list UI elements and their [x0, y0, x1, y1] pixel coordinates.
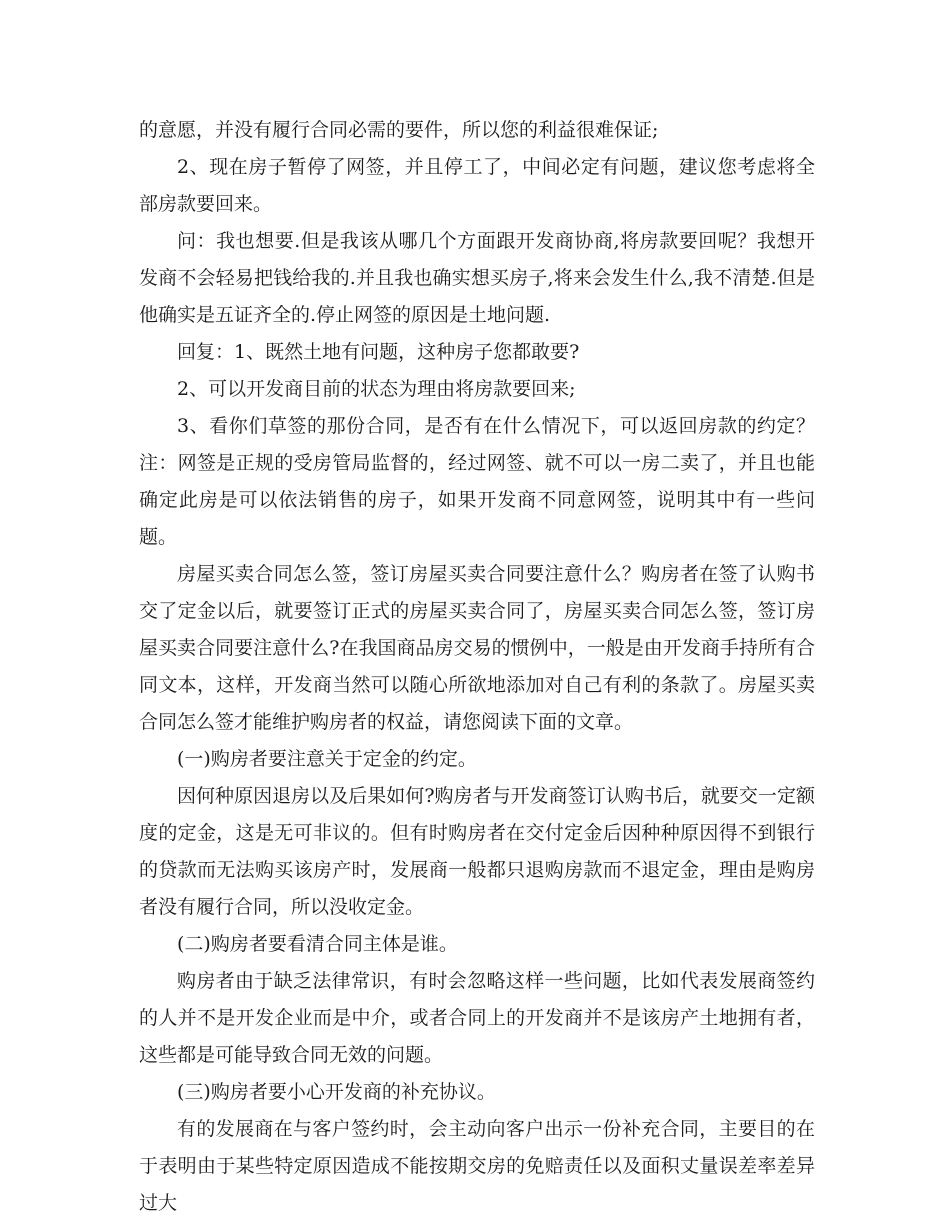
paragraph-6: 3、看你们草签的那份合同，是否有在什么情况下，可以返回房款的约定？注：网签是正规的受房管局监督的，经过网签、就不可以一房二卖了，并且也能确定此房是可以依法销售的房子，如果开发商不同意网签，说明其中有一些问题。: [139, 415, 815, 548]
paragraph-2: 2、现在房子暂停了网签，并且停工了，中间必定有问题，建议您考虑将全部房款要回来。: [139, 156, 815, 215]
paragraph-4: 回复：1、既然土地有问题，这种房子您都敢要?: [177, 341, 580, 363]
section-heading-2: (二)购房者要看清合同主体是谁。: [177, 933, 458, 955]
paragraph-11: 购房者由于缺乏法律常识，有时会忽略这样一些问题，比如代表发展商签约的人并不是开发企业而是中介，或者合同上的开发商并不是该房产土地拥有者，这些都是可能导致合同无效的问题。: [139, 970, 815, 1066]
section-heading-3: (三)购房者要小心开发商的补充协议。: [177, 1081, 496, 1103]
paragraph-1: 的意愿，并没有履行合同必需的要件，所以您的利益很难保证;: [139, 119, 659, 141]
paragraph-3: 问：我也想要.但是我该从哪几个方面跟开发商协商,将房款要回呢？我想开发商不会轻易把钱给我的.并且我也确实想买房子,将来会发生什么,我不清楚.但是他确实是五证齐全的.停止网签的原因是土地问题.: [139, 230, 815, 326]
section-heading-1: (一)购房者要注意关于定金的约定。: [177, 748, 477, 770]
paragraph-7: 房屋买卖合同怎么签，签订房屋买卖合同要注意什么？购房者在签了认购书交了定金以后，就要签订正式的房屋买卖合同了，房屋买卖合同怎么签，签订房屋买卖合同要注意什么?在我国商品房交易的惯例中，一般是由开发商手持所有合同文本，这样，开发商当然可以随心所欲地添加对自己有利的条款了。房屋买卖合同怎么签才能维护购房者的权益，请您阅读下面的文章。: [139, 563, 815, 733]
document-body: [139, 112, 815, 1222]
paragraph-13: 有的发展商在与客户签约时，会主动向客户出示一份补充合同，主要目的在于表明由于某些特定原因造成不能按期交房的免赔责任以及面积丈量误差率差异过大: [139, 1118, 815, 1214]
paragraph-5: 2、可以开发商目前的状态为理由将房款要回来;: [177, 378, 576, 400]
paragraph-9: 因何种原因退房以及后果如何?购房者与开发商签订认购书后，就要交一定额度的定金，这是无可非议的。但有时购房者在交付定金后因种种原因得不到银行的贷款而无法购买该房产时，发展商一般都只退购房款而不退定金，理由是购房者没有履行合同，所以没收定金。: [139, 785, 815, 918]
